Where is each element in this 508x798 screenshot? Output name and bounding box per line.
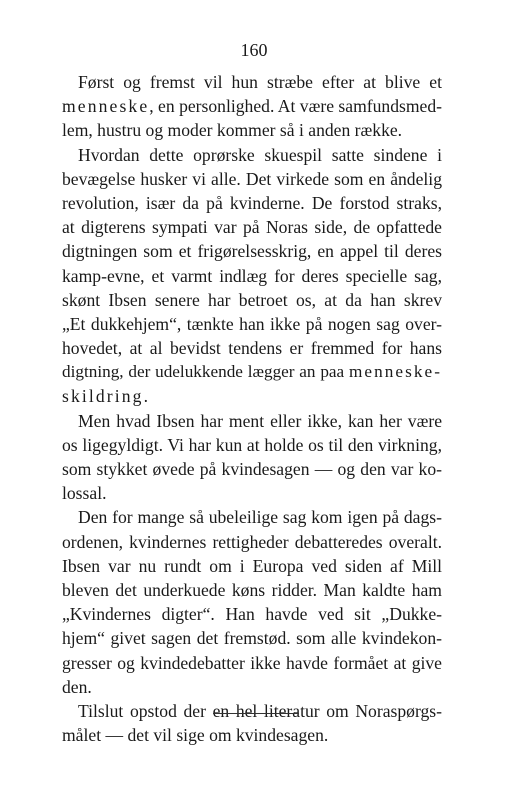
text-line: os ligegyldigt. Vi har kun at holde os til den virkning, — [62, 434, 442, 455]
text-line: den. — [62, 676, 92, 697]
text-line: menneske, en personlighed. At være samfundsmed- — [62, 96, 442, 117]
text-line: Tilslut opstod der en hel literatur om Noraspørgs- — [78, 700, 442, 721]
text-line: skønt Ibsen senere har betroet os, at da han skrev — [62, 289, 442, 310]
text-line: digtningen som et frigørelsesskrig, en appel til deres — [62, 241, 442, 262]
body-text — [62, 70, 442, 747]
text-line: bevægelse husker vi alle. Det virkede som en åndelig — [62, 168, 442, 189]
text-line: skildring. — [62, 386, 151, 407]
text-line: Den for mange så ubeleilige sag kom igen på dags- — [78, 507, 442, 528]
text-line: revolution, især da på kvinderne. De forstod straks, — [62, 192, 442, 213]
text-line: målet — det vil sige om kvindesagen. — [62, 725, 329, 746]
text-line: Men hvad Ibsen har ment eller ikke, kan her være — [78, 410, 442, 431]
text-line: kamp-evne, et varmt indlæg for deres specielle sag, — [62, 265, 442, 286]
text-line: hovedet, at al bevidst tendens er fremmed for hans — [62, 338, 442, 359]
text-line: Ibsen var nu rundt om i Europa ved siden af Mill — [62, 555, 442, 576]
text-line: bleven det underkuede køns ridder. Man kaldte ham — [62, 579, 442, 600]
text-line: gresser og kvindedebatter ikke havde formået at give — [62, 652, 442, 673]
text-line: „Et dukkehjem“, tænkte han ikke på nogen sag over- — [62, 313, 442, 334]
text-line: digtning, der udelukkende lægger an paa menneske- — [62, 362, 442, 382]
text-line: „Kvindernes digter“. Han havde ved sit „Dukke- — [62, 604, 442, 625]
text-line: lem, hustru og moder kommer så i anden række. — [62, 120, 403, 141]
text-line: som stykket øvede på kvindesagen — og den var ko- — [62, 459, 442, 479]
text-line: lossal. — [62, 483, 107, 504]
text-line: ordenen, kvindernes rettigheder debatteredes overalt. — [62, 531, 442, 552]
text-line: Hvordan dette oprørske skuespil satte sindene i — [78, 144, 442, 165]
end-rule — [213, 713, 299, 714]
text-line: Først og fremst vil hun stræbe efter at blive et — [78, 72, 442, 92]
page-number: 160 — [240, 40, 268, 60]
text-line: at digterens sympati var på Noras side, de opfattede — [62, 217, 442, 238]
text-line: hjem“ givet sagen det fremstød. som alle kvindekon- — [62, 628, 442, 649]
